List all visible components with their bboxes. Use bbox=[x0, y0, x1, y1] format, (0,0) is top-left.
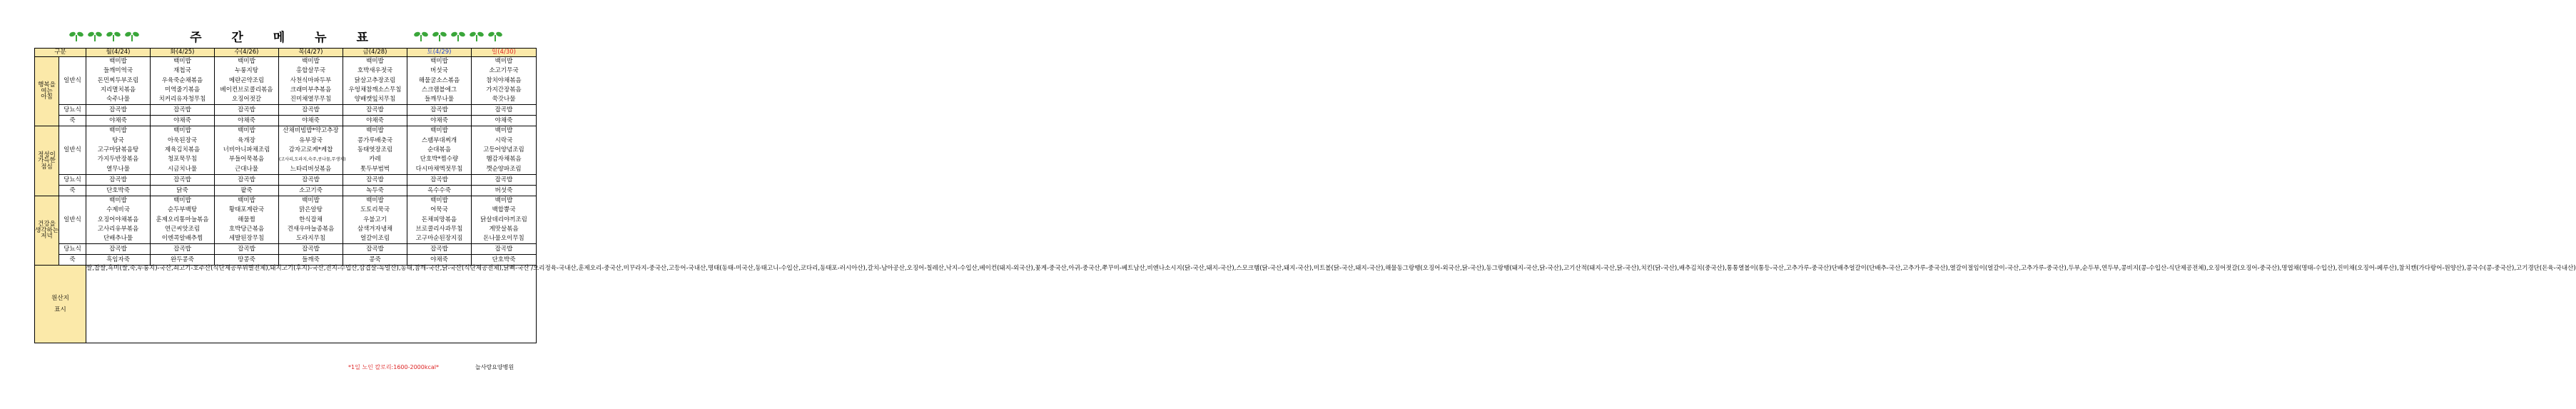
menu-item: 어묵국 bbox=[430, 206, 448, 214]
menu-item: 해물찜 bbox=[238, 216, 255, 223]
menu-cell bbox=[86, 126, 151, 174]
meal-name bbox=[35, 126, 59, 196]
diabetic-cell: 잡곡밥 bbox=[215, 105, 279, 116]
menu-item: 돈채피망볶음 bbox=[421, 216, 457, 223]
menu-item: 고사리유부볶음 bbox=[97, 225, 139, 233]
menu-item: 맑은알탕 bbox=[299, 206, 323, 214]
menu-cell bbox=[215, 126, 279, 174]
porridge-cell: 콩죽 bbox=[343, 255, 407, 266]
menu-cell bbox=[151, 196, 215, 243]
diabetic-cell: 잡곡밥 bbox=[343, 105, 407, 116]
menu-item: 다시마채엑젓무침 bbox=[415, 165, 463, 173]
menu-item: 백미밥 bbox=[495, 127, 513, 135]
menu-item: 고구마순된장지짐 bbox=[415, 235, 463, 243]
meal-name-line: 정성이 bbox=[38, 151, 56, 158]
menu-item: 백미밥 bbox=[302, 196, 320, 204]
menu-item: 근대나물 bbox=[235, 165, 258, 173]
menu-item: 호박새우젓국 bbox=[357, 67, 393, 75]
menu-item: 호박당근볶음 bbox=[228, 225, 265, 233]
diabetic-cell: 잡곡밥 bbox=[215, 244, 279, 255]
porridge-cell: 야채죽 bbox=[472, 116, 537, 126]
menu-item: 게맛살볶음 bbox=[489, 225, 519, 233]
menu-item: 세발된장무침 bbox=[228, 235, 265, 243]
menu-cell bbox=[279, 57, 343, 105]
menu-item: 백미밥 bbox=[366, 127, 384, 135]
menu-cell bbox=[407, 57, 472, 105]
menu-item: 견새우마늘종볶음 bbox=[287, 225, 335, 233]
menu-cell bbox=[215, 57, 279, 105]
menu-item: 크래미부추볶음 bbox=[290, 86, 332, 94]
menu-item: 시락국 bbox=[495, 136, 513, 144]
menu-item: 백미밥 bbox=[109, 58, 127, 65]
diabetic-cell: 잡곡밥 bbox=[279, 105, 343, 116]
category-regular: 일반식 bbox=[59, 196, 86, 243]
meal-name-line: 생각하는 bbox=[35, 226, 59, 234]
menu-item: 양배캣잎치무침 bbox=[354, 96, 396, 103]
calorie-note: *1일 노인 칼로리:1600-2000kcal* bbox=[348, 364, 440, 370]
meal-name-line: 건강을 bbox=[38, 221, 56, 228]
diabetic-cell: 잡곡밥 bbox=[151, 174, 215, 185]
menu-item: 우엉채참깨소스무침 bbox=[348, 86, 402, 94]
menu-item: 훈제오리통마늘볶음 bbox=[156, 216, 209, 223]
menu-item: 깻순양파조림 bbox=[486, 165, 522, 173]
meal-porridge-row bbox=[35, 116, 537, 126]
day-header: 수(4/26) bbox=[215, 49, 279, 57]
menu-item: 순두부백탕 bbox=[167, 206, 198, 214]
menu-item: 순대볶음 bbox=[427, 146, 451, 154]
porridge-cell: 야채죽 bbox=[343, 116, 407, 126]
menu-item: 백미밥 bbox=[302, 58, 320, 65]
diabetic-cell: 잡곡밥 bbox=[86, 105, 151, 116]
menu-cell bbox=[407, 126, 472, 174]
menu-item: 탕국 bbox=[112, 136, 124, 144]
menu-item: 느타리버섯볶음 bbox=[290, 165, 332, 173]
menu-item: 우육죽순채볶음 bbox=[161, 76, 203, 84]
porridge-cell: 야채죽 bbox=[279, 116, 343, 126]
diabetic-cell: 잡곡밥 bbox=[86, 174, 151, 185]
menu-item: 버섯국 bbox=[430, 67, 448, 75]
meal-name-line: 아침 bbox=[41, 94, 53, 101]
menu-item: 백미밥 bbox=[173, 196, 191, 204]
menu-item: 청포묵무침 bbox=[167, 156, 198, 163]
meal-diabetic-row bbox=[35, 244, 537, 255]
diabetic-cell: 잡곡밥 bbox=[472, 244, 537, 255]
diabetic-cell: 잡곡밥 bbox=[343, 244, 407, 255]
menu-item: 동태엿장조림 bbox=[357, 146, 393, 154]
menu-item: 메란곤약조림 bbox=[228, 76, 265, 84]
menu-item: 수제비국 bbox=[106, 206, 130, 214]
diabetic-cell: 잡곡밥 bbox=[279, 244, 343, 255]
day-header: 금(4/28) bbox=[343, 49, 407, 57]
porridge-cell: 들깨죽 bbox=[279, 255, 343, 266]
meal-name-line: 여는 bbox=[41, 87, 53, 95]
menu-item: 도라지무침 bbox=[295, 235, 326, 243]
category-regular: 일반식 bbox=[59, 57, 86, 105]
meal-name-line: 점심 bbox=[41, 163, 53, 171]
menu-item: 진미채열무무침 bbox=[290, 96, 332, 103]
diabetic-cell: 잡곡밥 bbox=[151, 244, 215, 255]
diabetic-cell: 잡곡밥 bbox=[407, 105, 472, 116]
menu-item: 돈민찌두부조림 bbox=[97, 76, 139, 84]
menu-item: 베이컨브로콜리볶음 bbox=[220, 86, 273, 94]
menu-item: 열무나물 bbox=[106, 165, 130, 173]
menu-item: 소고기무국 bbox=[489, 67, 519, 75]
menu-item: 단호박*찜수량 bbox=[420, 156, 459, 163]
porridge-cell: 녹두죽 bbox=[343, 185, 407, 196]
meal-diabetic-row bbox=[35, 105, 537, 116]
menu-cell bbox=[215, 196, 279, 243]
menu-item: 백미밥 bbox=[238, 58, 255, 65]
diabetic-cell: 잡곡밥 bbox=[472, 105, 537, 116]
menu-cell bbox=[343, 57, 407, 105]
category-porridge: 죽 bbox=[59, 116, 86, 126]
menu-item: 가지간장볶음 bbox=[486, 86, 522, 94]
menu-cell bbox=[472, 196, 537, 243]
menu-cell bbox=[472, 57, 537, 105]
menu-item: 스크램블에그 bbox=[421, 86, 457, 94]
menu-item: 산채비빔밥*약고추장 bbox=[283, 127, 339, 135]
menu-item: 백미밥 bbox=[109, 196, 127, 204]
menu-item: 닭살데리야끼조림 bbox=[480, 216, 527, 223]
menu-cell bbox=[343, 126, 407, 174]
porridge-cell: 야채죽 bbox=[407, 116, 472, 126]
menu-item: 숙주나물 bbox=[106, 96, 130, 103]
meal-name-line: 가득한 bbox=[38, 157, 56, 165]
menu-item: 치커리유자청무침 bbox=[158, 96, 206, 103]
diabetic-cell: 잡곡밥 bbox=[86, 244, 151, 255]
menu-item: 연근씨앗조림 bbox=[164, 225, 201, 233]
menu-item: (고사리,도라지,숙주,콩나물,무생채) bbox=[279, 157, 346, 163]
porridge-cell: 팥죽 bbox=[215, 185, 279, 196]
menu-item: 오징어야채볶음 bbox=[97, 216, 139, 223]
menu-item: 오징어젓갈 bbox=[231, 96, 262, 103]
menu-cell bbox=[343, 196, 407, 243]
day-header: 목(4/27) bbox=[279, 49, 343, 57]
porridge-cell: 소고기죽 bbox=[279, 185, 343, 196]
menu-item: 한식잡채 bbox=[299, 216, 323, 223]
weekly-menu-table bbox=[34, 48, 2576, 343]
porridge-cell: 야채죽 bbox=[151, 116, 215, 126]
menu-item: 지리멸치볶음 bbox=[100, 86, 136, 94]
porridge-cell: 버섯죽 bbox=[472, 185, 537, 196]
menu-item: 닭살고추장조림 bbox=[354, 76, 396, 84]
category-diabetic: 당뇨식 bbox=[59, 244, 86, 255]
menu-item: 고구마닭볶음탕 bbox=[97, 146, 139, 154]
porridge-cell: 야채죽 bbox=[86, 116, 151, 126]
menu-item: 브로콜리사과무침 bbox=[415, 225, 463, 233]
menu-item: 백미밥 bbox=[173, 58, 191, 65]
meal-name-line: 저녁 bbox=[41, 233, 53, 241]
menu-item: 해물굴소스볶음 bbox=[418, 76, 460, 84]
menu-item: 홍합살무국 bbox=[295, 67, 326, 75]
menu-item: 백미밥 bbox=[430, 127, 448, 135]
origin-row bbox=[35, 266, 537, 343]
origin-label-line: 원산지 bbox=[51, 295, 69, 303]
menu-cell bbox=[279, 196, 343, 243]
menu-item: 들깨미역국 bbox=[103, 67, 133, 75]
meal-porridge-row bbox=[35, 185, 537, 196]
porridge-cell: 단호박죽 bbox=[472, 255, 537, 266]
menu-item: 사천식마파두부 bbox=[290, 76, 332, 84]
corner-label: 구분 bbox=[35, 49, 86, 57]
menu-item: 삼색겨자냉채 bbox=[357, 225, 393, 233]
category-diabetic: 당뇨식 bbox=[59, 105, 86, 116]
menu-item: 백미밥 bbox=[238, 196, 255, 204]
diabetic-cell: 잡곡밥 bbox=[343, 174, 407, 185]
meal-regular-row bbox=[35, 126, 537, 174]
menu-item: 백미밥 bbox=[430, 196, 448, 204]
meal-regular-row bbox=[35, 196, 537, 243]
meal-name bbox=[35, 196, 59, 265]
menu-cell bbox=[407, 196, 472, 243]
menu-item: 햄감자채볶음 bbox=[486, 156, 522, 163]
origin-text: 쌀,찹쌀,흑미(쌀,죽,누룽지)-국산,쇠고기-호주산(식단제공부위별전체),돼지고기(후지)-국산,전지-수입산,삼겹살-독일산),동태,참깨-국산,닭-국산(식단제공전체),닭뼈-국산 /오리정육-국내산,훈제오리-중국산,미꾸라지-중국산,고등어-국내산,명태(동태-미국산,동태고니-수입산,코다리,동태포-러시아산),갈치-남아공산,오징어-칠레산,낙지-수입산,베이컨(돼지-외국산),꽃게-중국산,아귀-중국산,쭈꾸미-베트남산,비엔나소시지(닭-국산,돼지-국산),스모크햄(닭-국산,돼지-국산),미트볼(닭-국산,돼지-국산),해물동그랑땡(오징어-외국산,닭-국산),동그랑땡(돼지-국산,닭-국산),고기산적(돼지-국산,닭-국산),치킨(닭-국산),배추김치(중국산),통통열볼이(통등-국산,고추가루-중국산)단배추얼갈이(단배추-국산,고추가루-중국산),열갈이절임이(얼갈이-국산,고추가루-중국산),두부,순두부,연두부,콩비지(콩-수입산-식단제공전체),오징어젓갈(오징어-중국산),명엽채(명태-수입산),진미채(오징어-페루산),참치캔(가다랑어-원양산),콩국수(콩-중국산),고기경단(돈육-국내산) bbox=[86, 266, 537, 343]
menu-item: 백미밥 bbox=[109, 127, 127, 135]
diabetic-cell: 잡곡밥 bbox=[407, 174, 472, 185]
porridge-cell: 단호박죽 bbox=[86, 185, 151, 196]
menu-item: 쑥갓나물 bbox=[492, 96, 516, 103]
porridge-cell: 닭죽 bbox=[151, 185, 215, 196]
menu-item: 돈나물오이무침 bbox=[483, 235, 524, 243]
menu-item: 참치야채볶음 bbox=[486, 76, 522, 84]
menu-item: 우불고기 bbox=[363, 216, 387, 223]
meal-name bbox=[35, 57, 59, 126]
menu-item: 너비아니파채조림 bbox=[223, 146, 270, 154]
porridge-cell: 야채죽 bbox=[215, 116, 279, 126]
menu-item: 황태포계란국 bbox=[228, 206, 265, 214]
porridge-cell: 완두콩죽 bbox=[151, 255, 215, 266]
menu-cell bbox=[86, 196, 151, 243]
menu-item: 얼갈이조림 bbox=[360, 235, 390, 243]
menu-item: 백미밥 bbox=[173, 127, 191, 135]
menu-item: 콩가루배춧국 bbox=[357, 136, 393, 144]
menu-item: 감자고로케*케찹 bbox=[288, 146, 333, 154]
menu-cell bbox=[151, 126, 215, 174]
menu-item: 백합뿡국 bbox=[492, 206, 516, 214]
menu-item: 톳두부범벅 bbox=[360, 165, 390, 173]
menu-item: 재첩국 bbox=[173, 67, 191, 75]
menu-item: 백미밥 bbox=[430, 58, 448, 65]
category-porridge: 죽 bbox=[59, 255, 86, 266]
menu-item: 백미밥 bbox=[366, 58, 384, 65]
menu-item: 제육김치볶음 bbox=[164, 146, 201, 154]
diabetic-cell: 잡곡밥 bbox=[407, 244, 472, 255]
menu-item: 고등어양념조림 bbox=[483, 146, 524, 154]
diabetic-cell: 잡곡밥 bbox=[151, 105, 215, 116]
porridge-cell: 땅콩죽 bbox=[215, 255, 279, 266]
menu-item: 백미밥 bbox=[495, 58, 513, 65]
page-title: 주 간 메 뉴 표 bbox=[190, 31, 381, 45]
menu-item: 들깨무나물 bbox=[424, 96, 455, 103]
menu-cell bbox=[279, 126, 346, 174]
menu-cell bbox=[472, 126, 537, 174]
menu-item: 도토리묵국 bbox=[360, 206, 390, 214]
day-header: 일(4/30) bbox=[472, 49, 537, 57]
menu-item: 누룽지탕 bbox=[235, 67, 258, 75]
day-header: 월(4/24) bbox=[86, 49, 151, 57]
category-regular: 일반식 bbox=[59, 126, 86, 174]
origin-label-line: 표시 bbox=[54, 306, 66, 314]
category-diabetic: 당뇨식 bbox=[59, 174, 86, 185]
menu-item: 카레 bbox=[369, 156, 381, 163]
porridge-cell: 흑임자죽 bbox=[86, 255, 151, 266]
diabetic-cell: 잡곡밥 bbox=[279, 174, 343, 185]
header-row bbox=[35, 49, 537, 57]
menu-item: 부들어묵볶음 bbox=[228, 156, 265, 163]
porridge-cell: 옥수수죽 bbox=[407, 185, 472, 196]
menu-cell bbox=[86, 57, 151, 105]
menu-item: 미역줄기볶음 bbox=[164, 86, 201, 94]
meal-name-line: 행복을 bbox=[38, 81, 56, 89]
day-header: 화(4/25) bbox=[151, 49, 215, 57]
meal-regular-row bbox=[35, 57, 537, 105]
diabetic-cell: 잡곡밥 bbox=[215, 174, 279, 185]
meal-porridge-row bbox=[35, 255, 537, 266]
category-porridge: 죽 bbox=[59, 185, 86, 196]
menu-item: 스팸부대찌개 bbox=[421, 136, 457, 144]
menu-item: 이엔콕알배추찜 bbox=[161, 235, 203, 243]
hospital-name: 늘사랑요양병원 bbox=[475, 364, 514, 370]
origin-label bbox=[35, 266, 86, 343]
menu-item: 아욱된장국 bbox=[167, 136, 198, 144]
menu-item: 백미밥 bbox=[238, 127, 255, 135]
diabetic-cell: 잡곡밥 bbox=[472, 174, 537, 185]
menu-item: 육개장 bbox=[238, 136, 255, 144]
day-header: 토(4/29) bbox=[407, 49, 472, 57]
menu-item: 시금치나물 bbox=[167, 165, 198, 173]
menu-item: 유부장국 bbox=[299, 136, 323, 144]
menu-item: 단배추나물 bbox=[103, 235, 133, 243]
menu-item: 백미밥 bbox=[495, 196, 513, 204]
menu-item: 가지두반장볶음 bbox=[97, 156, 139, 163]
menu-cell bbox=[151, 57, 215, 105]
porridge-cell: 야채죽 bbox=[407, 255, 472, 266]
meal-diabetic-row bbox=[35, 174, 537, 185]
menu-item: 백미밥 bbox=[366, 196, 384, 204]
